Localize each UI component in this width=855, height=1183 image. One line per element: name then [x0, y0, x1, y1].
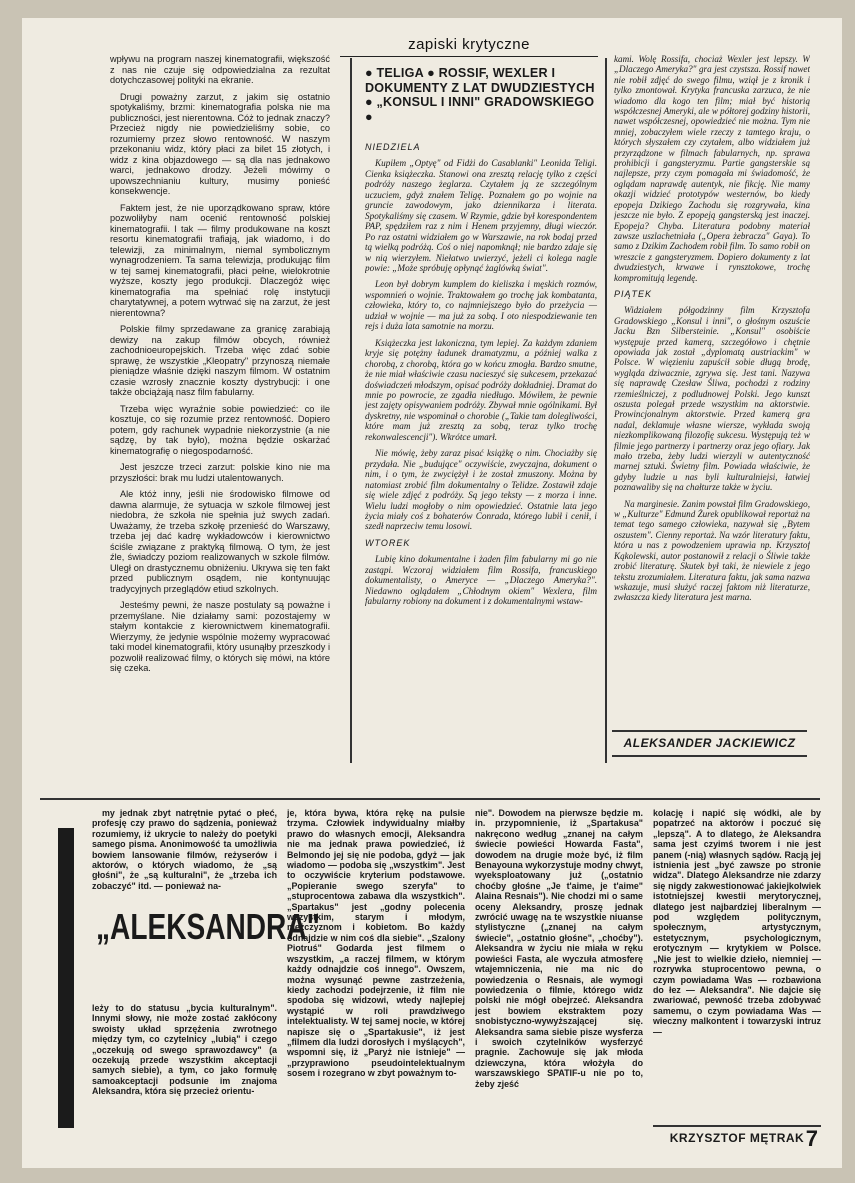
day-heading-sunday: NIEDZIELA: [365, 142, 421, 152]
column-divider-right: [605, 58, 607, 763]
section-header: zapiski krytyczne: [340, 36, 598, 57]
middle-paragraph-1: Kupiłem „Optyę" od Fidżi do Casablanki" Leonida Teligi. Cienka książeczka. Stanowi ona zresztą relację tylko z części podróży naszego żeglarza. Czytałem ją ze szczególnym uczuciem, gdyż znałem Teligę. Poznałem go po wojnie na gruncie zawodowym, jako dziennikarza i literata. Spotykaliśmy się czasem. W Rzymie, gdzie był korespondentem PAP, spędziłem raz z nim i Henem przyjemny, długi wieczór. Po raz ostatni widziałem go w Warszawie, na rok bodaj przed tą wielką podróżą. Coś o niej napomknął; nie bardzo zdaje się w nią wierzyłem. Niełatwo uwierzyć, jeżeli ci kolega nagle powie: „Może spróbuję opłynąć żaglówką świat".: [365, 158, 597, 273]
bottom-article: [40, 798, 820, 1168]
middle-paragraph-4: Nie mówię, żeby zaraz pisać książkę o nim. Chociażby się przydała. Nie „budujące" oczywiście, zwyczajna, dokument o nim, i o tym, że zwyciężył i że został zmuszony. Można by natomiast zrobić film dokumentalny o Telidze. Zostawił zdaje się wiele zdjęć z podróży. Są jego teksty — z morza i inne. Wielu ludzi mogłoby o nim opowiedzieć. Ostatnie lata jego życia miały coś z bohaterów Conrada, którego lubił i cenił, i szedł naprzeciw temu losowi.: [365, 448, 597, 532]
bottom-column-1-top: [92, 808, 277, 898]
byline-rule-bottom: [612, 755, 807, 757]
bottom-column-1-bottom: [92, 1003, 277, 1163]
bottom-column-2: [287, 808, 465, 1168]
bottom-paragraph-3: nie". Dowodem na pierwsze będzie m. in. przypomnienie, iż „Spartakusa" nakręcono według „znanej na całym świecie powieści Howarda Fasta", dowodem na drugie może być, iż film Benayouna wykorzystuje modny chwyt, wyeksploatowany już („ostatnio choćby głośne „Je t'aime, je t'aime" Alaina Resnais"). Nie chodzi mi o same oceny Aleksandry, proszę jednak zwrócić uwagę na te wszystkie niuanse stylistyczne („znanej na całym świecie", „ostatnio głośne", „choćby"). Aleksandra w życiu nie miała w ręku powieści Fasta, ale wyczuła atmosferę wtajemniczenia, nie ma nic do powiedzenia o Resnais, ale wymogi powiedzenia o filmie, którego widz polski nie mógł obejrzeć. Aleksandra jest bowiem ekstraktem pozy snobistyczno-wywyższającej się. Aleksandra sama siebie pisze wysferza i swoich czytelników wysferzyć pragnie. Zachowuje się jak młoda dziewczyna, która włożyła do warszawskiego SPATIF-u nie po to, żeby zjeść: [475, 808, 643, 1089]
bottom-column-4: [653, 808, 821, 1113]
left-paragraph-7: Ale któż inny, jeśli nie środowisko filmowe od dawna alarmuje, że sytuacja w szkole filmowej jest niedobra, że szkoła nie spełnia już swych zadań. Uważamy, że trzeba szkołę przenieść do Warszawy, trzeba jej dać kadrę wykładowców i kierownictwo ściśle związane z praktyką filmową. O tym, że jest źle, świadczy poziom realizowanych w szkole filmów. Uległ on drastycznemu obniżeniu. Ukrywa się ten fakt przed publicznym osądem, nie kontynuując tradycyjnych przeglądów etiud szkolnych.: [110, 489, 330, 594]
author-byline-top: ALEKSANDER JACKIEWICZ: [623, 736, 796, 750]
right-paragraph-2: Widziałem półgodzinny film Krzysztofa Gradowskiego „Konsul i inni", o głośnym oszuście Jacku Bzn Silbersteinie. „Konsul" osobiście występuje przed kamerą, szczegółowo i chętnie opowiada jak został „dyplomatą austriackim" w Polsce. W więzieniu zapuścił sobie długą brodę, wygląda dziwacznie, zgrywa się. Jest tani. Nazywa się naprawdę Czesław Śliwa, pochodzi z rodziny rzemieślniczej, z podludnowej Polski. Jego kunszt oszusta polegał przede wszystkim na aktorstwie. Prowincjonalnym aktorstwie. Przed kamerą gra nadal, deklamuje własne wiersze, wykłada swoją niezkomplikowaną filozofię sukcesu. Występują też w filmie jego partnerzy i partnerzy oraz jego ofiary. Jak mało trzeba, żeby ludzi wierzyli w autentyczność marnej sztuki. Świetny film. Powiada właściwie, że gdyby ludzie u nas byli kulturalniejsi, łatwiej poznawaliby się na chałturze także w życiu.: [614, 305, 810, 493]
right-paragraph-1: kami. Wolę Rossifa, chociaż Wexler jest lepszy. W „Dlaczego Ameryka?" gra jest czystsza. Rossif nawet nie robił zdjęć do swego filmu, wziął je z kronik i tylko zmontował. Krytyka francuska zarzuca, że nie wiadomo dla kogo ten film; miał być historią współczesnej Ameryki, ale w półtorej godziny historii, nawet współczesnej, opowiedzieć nie można. Tym nie mniej, zobaczyłem wiele rzeczy z tamtego kraju, o których słyszałem czy czytałem, albo widziałem już przyrządzone w filmach fabularnych, np. sprawa prohibicji i gangsteryzmu. Partie gangsterskie są najlepsze, przy czym pomagała mi świadomość, że oglądam naprawdę autentyk, nie fikcję. Nie mamy okazji widzieć prototypów westernów, bo kiedy epopeja Dzikiego Zachodu się rozgrywała, kina jeszcze nie było. Z epopeją gangsterską jest inaczej. Epopeja? Chyba. Literatura podobny materiał zawsze uszlachetniała („Opera żebracza" Gaya). To samo z Dzikim Zachodem robił film. To samo robił on wreszcie z gangsteryzmem. Dopiero dokumenty z lat dwudziestych, krwawe i rynsztokowe, trochę kompromitują legendę.: [614, 54, 810, 283]
left-paragraph-2: Drugi poważny zarzut, z jakim się ostatnio spotykaliśmy, brzmi: kinematografia polska nie ma publiczności, jest nierentowna. Cóż to jednak znaczy? Przecież nigdy nie powiedzieliśmy sobie, co rozumiemy przez słowo rentowność. W naszym przekonaniu widz, który płaci za bilet 15 złotych, i widz z kina objazdowego — są dla nas jednakowo warci, jednakowo drodzy. Jeżeli mówimy o upowszechnianiu kultury, musimy ponieść konsekwencje.: [110, 91, 330, 196]
bottom-paragraph-1a: my jednak zbyt natrętnie pytać o płeć, profesję czy prawo do sądzenia, ponieważ rozumiemy, iż ukrycie to należy do poetyki samego pisma. Anonimowość ta umożliwia bowiem lansowanie filmów, reżyserów i aktorów, o których wiadomo, że „są głośni", że „są kulturalni", że „trzeba ich zobaczyć" itd. — ponieważ na-: [92, 808, 277, 891]
column-divider-left: [350, 58, 352, 763]
middle-paragraph-2: Leon był dobrym kumplem do kieliszka i męskich rozmów, wspomnień o wojnie. Traktowałem go trochę jak kombatanta, człowieka, który to, co najmniejszego było do przeżycia — udział w wojnie — ma już za sobą. I oto niespodziewanie ten rejs i duża lata samotnie na morzu.: [365, 279, 597, 332]
bottom-article-rule: [40, 798, 820, 800]
magazine-page: [22, 18, 842, 1168]
left-paragraph-1: wpływu na program naszej kinematografii, większość z nas nie czuje się odpowiedzialna za rezultat dotychczasowej polityki na ekranie.: [110, 54, 330, 85]
right-column: [614, 54, 810, 729]
left-paragraph-3: Faktem jest, że nie uporządkowano spraw, które pozwoliłyby nam ocenić rentowność polskiej kinematografii. I tak — filmy produkowane na koszt resortu kinematografii trafiają, jak wiadomo, i do telewizji, za minimalnym, niemal symbolicznym wynagrodzeniem. Ta sama telewizja, produkując film w tej samej kinematografii, płaci pełne, wielokrotnie wyższe, koszty jego produkcji. Dlaczegóż więc kinematografia ma spełniać rolę instytucji charytatywnej, a potem wytrwać się na zarzut, że jest nierentowna?: [110, 202, 330, 318]
article-headline: ● TELIGA ● ROSSIF, WEXLER I DOKUMENTY Z LAT DWUDZIESTYCH ● „KONSUL I INNI" GRADOWSKIEGO ●: [365, 66, 595, 124]
left-column: [110, 54, 330, 769]
bottom-byline-rule: [653, 1125, 821, 1127]
middle-paragraph-5: Lubię kino dokumentalne i żaden film fabularny mi go nie zastąpi. Wczoraj widziałem film Rossifa, francuskiego dokumentalisty, o Ameryce — „Dlaczego Ameryka?". Niedawno oglądałem „Chłodnym okiem" Wexlera, film fabularny robiony na dokument i z dokumentalnymi wstaw-: [365, 554, 597, 607]
left-paragraph-4: Polskie filmy sprzedawane za granicę zarabiają dewizy na zakup filmów obcych, również zachodnioeuropejskich. Trzeba więc zdać sobie sprawę, że wszystkie „Kleopatry" przynoszą niemałe pieniądze właśnie dzięki naszym filmom. W ostatnim czasie wzrosły znacznie koszty dystrybucji: i one także obciążają nasz film fabularny.: [110, 324, 330, 397]
byline-rule-top: [612, 730, 807, 732]
left-paragraph-5: Trzeba więc wyraźnie sobie powiedzieć: co ile kosztuje, co się rozumie przez rentowność. Dopiero potem, gdy rachunek wypadnie niekorzystnie (a nie sądzę, by tak było), można będzie oskarżać kinematografię o niegospodarność.: [110, 403, 330, 456]
author-byline-bottom: KRZYSZTOF MĘTRAK: [669, 1131, 805, 1145]
bottom-column-3: [475, 808, 643, 1168]
left-paragraph-6: Jest jeszcze trzeci zarzut: polskie kino nie ma przyszłości: brak mu ludzi utalentowanych.: [110, 462, 330, 483]
bottom-paragraph-2: je, która bywa, która rękę na pulsie trzyma. Człowiek indywidualny miałby prawo do własnych emocji, Aleksandra nie ma jednak prawa powiedzieć, iż Belmondo jej się nie podoba, gdyż — jak wiadomo — podoba się „wszystkim". Jest to oczywiście kryterium podstawowe. „Popieranie swego szeryfa" to „stuprocentowa zabawa dla wszystkich". „Spartakus" jest „godny polecenia wszystkim, starym i młodym, mężczyznom i kobietom. Bo każdy odnajdzie w nim coś dla siebie". „Szalony Piotruś" Godarda jest filmem o wszystkim, „a raczej filmem, w którym każdy odnajdzie coś innego". Owszem, można wysunąć pewne zastrzeżenia, kiedy zachodzi podejrzenie, iż film nie spodoba się widzowi, wtedy najlepiej wystąpić w roli prawdziwego intelektualisty. W tej samej nocie, w której napisze się o „Spartakusie", iż jest „filmem dla ludzi dorosłych i myślących", wspomni się, iż „Paryż nie istnieje" — „przyprawiono pseudointelektualnym sosem i rozegrano w zbyt poważnym to-: [287, 808, 465, 1079]
bottom-article-title: „ALEKSANDRA": [96, 906, 320, 947]
middle-column: [365, 142, 597, 767]
black-vertical-bar: [58, 828, 74, 1128]
left-paragraph-8: Jesteśmy pewni, że nasze postulaty są poważne i przemyślane. Nie działamy sami: pozostajemy w stałym kontakcie z kierownictwem kinematografii. Wierzymy, że jedynie wspólnie możemy wypracować taki model kinematografii, który usunąłby przeszkody i pozwolił realizować filmy, o których się mówi, na które się czeka.: [110, 600, 330, 673]
bottom-paragraph-1b: leży to do statusu „bycia kulturalnym". Innymi słowy, nie może zostać zakłócony swoisty układ sprzężenia zwrotnego między tym, co czytelnicy „lubią" i czego „oczekują od swego sprawozdawcy" (a oczekują przede wszystkim akceptacji samych siebie), a tym, co jako formułę samoakceptacji podsunie im znajoma Aleksandra, która się przecież orientu-: [92, 1003, 277, 1097]
day-heading-friday: PIĄTEK: [614, 288, 653, 299]
day-heading-tuesday: WTOREK: [365, 537, 411, 548]
right-paragraph-3: Na marginesie. Zanim powstał film Gradowskiego, w „Kulturze" Edmund Żurek opublikował reportaż na temat tego samego człowieka, nazywał się „Bytem oszustem". Cienny reportaż. Na wzór literatury faktu, która u nas z powodzeniem uprawia np. Krzysztof Kąkolewski, autor postanowił z relacji o Śliwie także zrobić literaturę. Skutek był taki, że niewiele z jego tekstu zrozumiałem. Literatura faktu, jak sama nazwa wskazuje, musi służyć raczej faktom niż literaturze, zwłaszcza kiedy literatura jest marna.: [614, 498, 810, 603]
bottom-paragraph-4: kolację i napić się wódki, ale by popatrzeć na aktorów i poczuć się „lepszą". A to dlatego, że Aleksandra sama jest czyimś tworem i nie jest panem (-nią) własnych sądów. Racją jej istnienia jest „być zawsze po stronie widza". Dlatego Aleksandrze nie zdarzy się nigdy zakwestionować jakiejkolwiek istotniejszej kwestii merytorycznej, dlatego jest najbardziej liberalnym — pod względem politycznym, społecznym, artystycznym, estetycznym, psychologicznym, erotycznym — krytykiem w Polsce. „Nie jest to wielkie dzieło, niemniej — rozrywka stuprocentowo pewna, o czym powiadama Was — rozbawiona do łez — Aleksandra". Nie dajcie się zwariować, pewność trzeba zdobywać samemu, o czym powiadama Was — wieczny malkontent i towarzyski intruz —: [653, 808, 821, 1037]
middle-paragraph-3: Książeczka jest lakoniczna, tym lepiej. Za każdym zdaniem kryje się potężny ładunek dramatyzmu, a później walka z chorobą, z chorobą, która go w końcu zmogła. Bardzo smutne, że nie miał właściwie czasu nacieszyć się sukcesem, przekazać doświadczeń młodszym, opisać podróży dokładniej. Dramat do mnie po powrocie, ze zgadła niedługo. Mówiłem, że pewnie jest zajęty opisywaniem podróży. Zbywał mnie ogólnikami. Był dyskretny, nie wspominał o chorobie („Takie tam dolegliwości, które mam już zresztą za sobą, teraz tylko trochę rekonwalescencji"). Wkrótce umarł.: [365, 337, 597, 442]
page-number: 7: [805, 1126, 818, 1151]
